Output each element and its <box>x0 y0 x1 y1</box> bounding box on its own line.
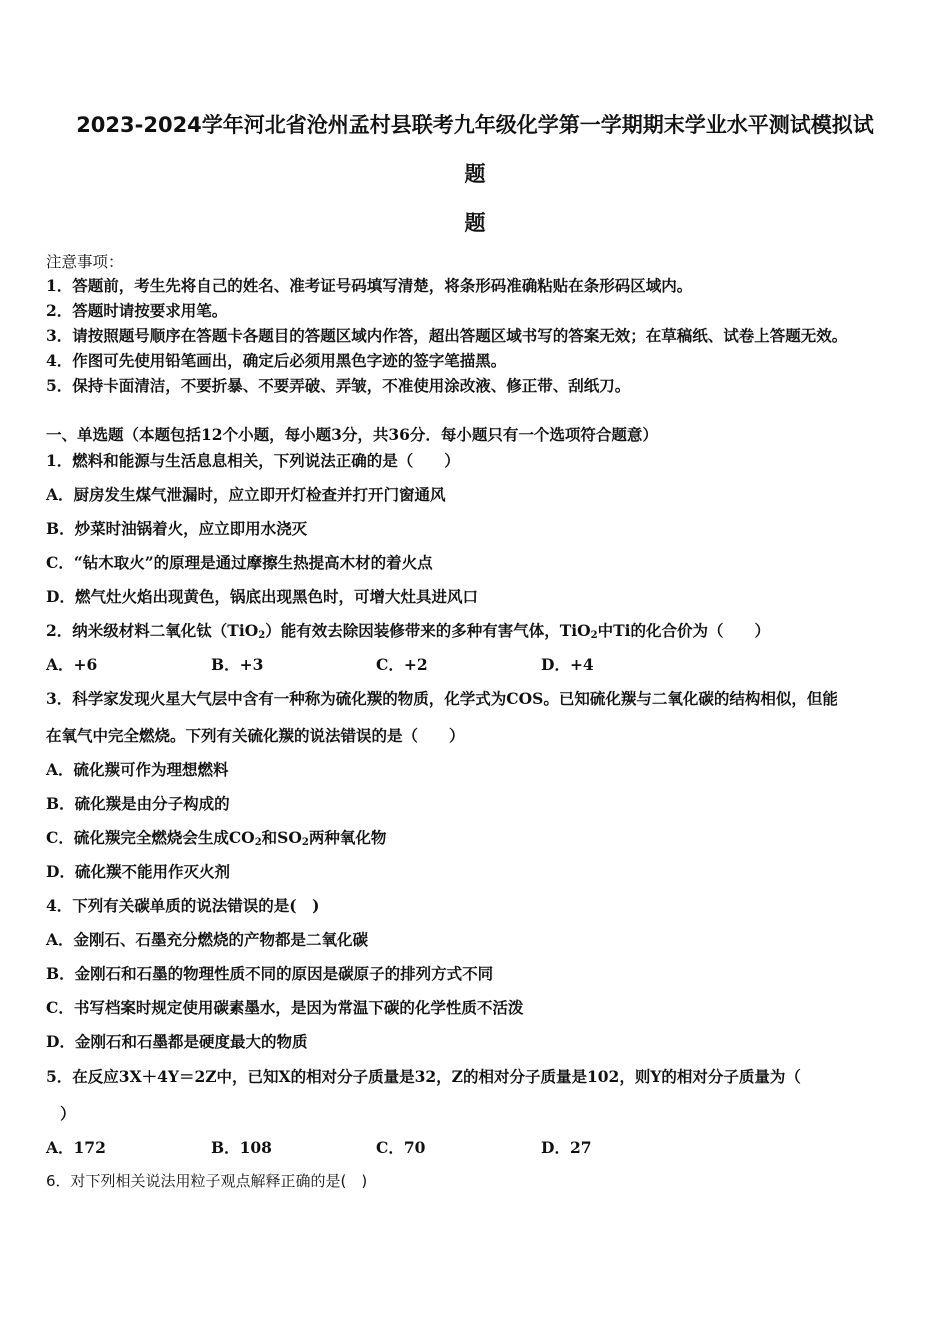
question-4-option-d: D．金刚石和石墨都是硬度最大的物质 <box>46 1032 308 1051</box>
notice-item-3: 3．请按照题号顺序在答题卡各题目的答题区域内作答，超出答题区域书写的答案无效；在草稿纸、试卷上答题无效。 <box>46 326 848 345</box>
question-2-stem-part-2: ）能有效去除因装修带来的多种有害气体，TiO <box>265 621 591 640</box>
question-6-stem: 6．对下列相关说法用粒子观点解释正确的是( ) <box>46 1172 368 1190</box>
question-3-stem-line-1: 3．科学家发现火星大气层中含有一种称为硫化羰的物质，化学式为COS。已知硫化羰与二氧化碳的结构相似，但能 <box>46 689 838 708</box>
question-1-option-b: B．炒菜时油锅着火，应立即用水浇灭 <box>46 519 308 538</box>
question-1-option-d: D．燃气灶火焰出现黄色，锅底出现黑色时，可增大灶具进风口 <box>46 587 478 606</box>
question-5-stem-line-2: ） <box>60 1104 76 1123</box>
notice-item-1: 1．答题前，考生先将自己的姓名、准考证号码填写清楚，将条形码准确粘贴在条形码区域内。 <box>46 276 693 295</box>
question-3-option-c <box>46 827 386 854</box>
exam-title-line-2: 题 <box>464 162 486 186</box>
question-2-option-a: A．+6 <box>46 655 98 674</box>
question-2-stem-part-1: 2．纳米级材料二氧化钛（TiO <box>46 621 259 640</box>
question-1-option-a: A．厨房发生煤气泄漏时，应立即开灯检查并打开门窗通风 <box>46 485 446 504</box>
question-3-option-c-part-1: C．硫化羰完全燃烧会生成CO <box>46 828 255 847</box>
question-4-stem: 4．下列有关碳单质的说法错误的是( ) <box>46 896 320 915</box>
question-4-option-b: B．金刚石和石墨的物理性质不同的原因是碳原子的排列方式不同 <box>46 964 494 983</box>
subscript: 2 <box>590 630 598 641</box>
question-3-option-c-part-3: 两种氧化物 <box>308 828 387 847</box>
question-2-stem <box>46 620 770 647</box>
notice-item-2: 2．答题时请按要求用笔。 <box>46 301 228 320</box>
question-5-option-a: A．172 <box>46 1138 106 1157</box>
question-2-stem-part-3: 中Ti的化合价为（ ） <box>597 621 771 640</box>
question-2-option-d: D．+4 <box>541 655 594 674</box>
question-1-option-c: C．“钻木取火”的原理是通过摩擦生热提高木材的着火点 <box>46 553 433 572</box>
question-5-option-d: D．27 <box>541 1138 592 1157</box>
notice-item-5: 5．保持卡面清洁，不要折暴、不要弄破、弄皱，不准使用涂改液、修正带、刮纸刀。 <box>46 376 631 395</box>
exam-title-line-3: 题 <box>464 211 486 235</box>
exam-title-line-1: 2023-2024学年河北省沧州孟村县联考九年级化学第一学期期末学业水平测试模拟试 <box>76 113 874 137</box>
question-2-option-b: B．+3 <box>211 655 264 674</box>
question-3-option-a: A．硫化羰可作为理想燃料 <box>46 760 229 779</box>
question-4-option-c: C．书写档案时规定使用碳素墨水，是因为常温下碳的化学性质不活泼 <box>46 998 524 1017</box>
notice-heading: 注意事项： <box>46 253 124 271</box>
question-3-option-b: B．硫化羰是由分子构成的 <box>46 794 230 813</box>
question-5-option-b: B．108 <box>211 1138 272 1157</box>
subscript: 2 <box>254 837 262 848</box>
subscript: 2 <box>258 630 266 641</box>
question-2-option-c: C．+2 <box>376 655 428 674</box>
question-4-option-a: A．金刚石、石墨充分燃烧的产物都是二氧化碳 <box>46 930 369 949</box>
question-5-option-c: C．70 <box>376 1138 426 1157</box>
subscript: 2 <box>301 837 309 848</box>
section-heading: 一、单选题（本题包括12个小题，每小题3分，共36分．每小题只有一个选项符合题意） <box>46 425 658 444</box>
question-1-stem: 1．燃料和能源与生活息息相关，下列说法正确的是（ ） <box>46 451 460 470</box>
notice-item-4: 4．作图可先使用铅笔画出，确定后必须用黑色字迹的签字笔描黑。 <box>46 351 507 370</box>
question-5-stem-line-1: 5．在反应3X＋4Y＝2Z中，已知X的相对分子质量是32，Z的相对分子质量是102，则Y的相对分子质量为（ <box>46 1067 801 1086</box>
question-3-option-c-part-2: 和SO <box>261 828 302 847</box>
question-3-stem-line-2: 在氧气中完全燃烧。下列有关硫化羰的说法错误的是（ ） <box>46 726 465 745</box>
question-3-option-d: D．硫化羰不能用作灭火剂 <box>46 862 230 881</box>
